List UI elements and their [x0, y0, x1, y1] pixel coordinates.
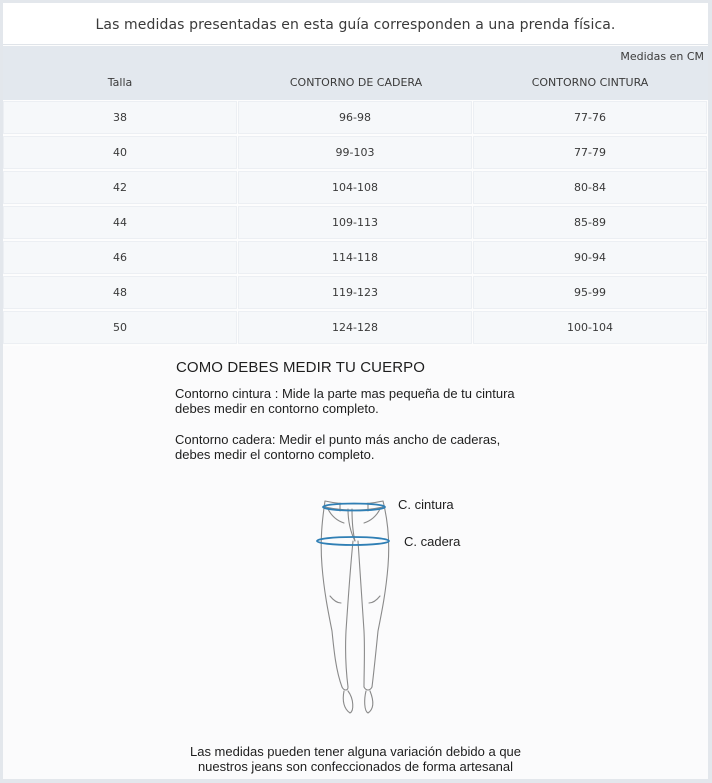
cell-cadera: 124-128 [238, 311, 472, 344]
header-cintura: CONTORNO CINTURA [531, 76, 649, 89]
table-row [3, 135, 708, 170]
cell-cintura: 77-76 [473, 101, 707, 134]
cell-talla: 44 [3, 206, 237, 239]
cell-cintura: 90-94 [473, 241, 707, 274]
cell-cadera: 114-118 [238, 241, 472, 274]
cell-talla: 40 [3, 136, 237, 169]
header-talla: Talla [107, 76, 133, 89]
table-header [3, 46, 708, 100]
unit-note: Medidas en CM [620, 50, 704, 63]
jeans-illustration-icon [308, 491, 408, 721]
table-row [3, 170, 708, 205]
waist-instruction-1: Contorno cintura : Mide la parte mas pequeña de tu cintura [175, 386, 515, 401]
hip-instruction-2: debes medir el contorno completo. [175, 447, 375, 462]
guide-title: COMO DEBES MEDIR TU CUERPO [176, 359, 426, 376]
cell-talla: 42 [3, 171, 237, 204]
cell-talla: 50 [3, 311, 237, 344]
measure-guide [3, 346, 708, 779]
size-table [3, 100, 708, 345]
header-cadera: CONTORNO DE CADERA [289, 76, 423, 89]
cell-cintura: 100-104 [473, 311, 707, 344]
footer-note-1: Las medidas pueden tener alguna variación debido a que [189, 744, 522, 759]
cell-talla: 38 [3, 101, 237, 134]
waist-instruction-2: debes medir en contorno completo. [175, 401, 379, 416]
cell-talla: 46 [3, 241, 237, 274]
table-row [3, 310, 708, 345]
cell-cintura: 77-79 [473, 136, 707, 169]
cell-talla: 48 [3, 276, 237, 309]
footer-note-2: nuestros jeans son confeccionados de forma artesanal [197, 759, 514, 774]
waist-label: C. cintura [398, 497, 454, 512]
cell-cadera: 109-113 [238, 206, 472, 239]
table-row [3, 205, 708, 240]
cell-cintura: 95-99 [473, 276, 707, 309]
cell-cintura: 85-89 [473, 206, 707, 239]
table-row [3, 100, 708, 135]
hip-instruction-1: Contorno cadera: Medir el punto más ancho de caderas, [175, 432, 501, 447]
cell-cadera: 119-123 [238, 276, 472, 309]
intro-text: Las medidas presentadas en esta guía corresponden a una prenda física. [3, 3, 708, 45]
table-row [3, 275, 708, 310]
size-guide [3, 3, 708, 779]
cell-cadera: 96-98 [238, 101, 472, 134]
hip-label: C. cadera [404, 534, 461, 549]
cell-cadera: 99-103 [238, 136, 472, 169]
cell-cadera: 104-108 [238, 171, 472, 204]
table-row [3, 240, 708, 275]
cell-cintura: 80-84 [473, 171, 707, 204]
